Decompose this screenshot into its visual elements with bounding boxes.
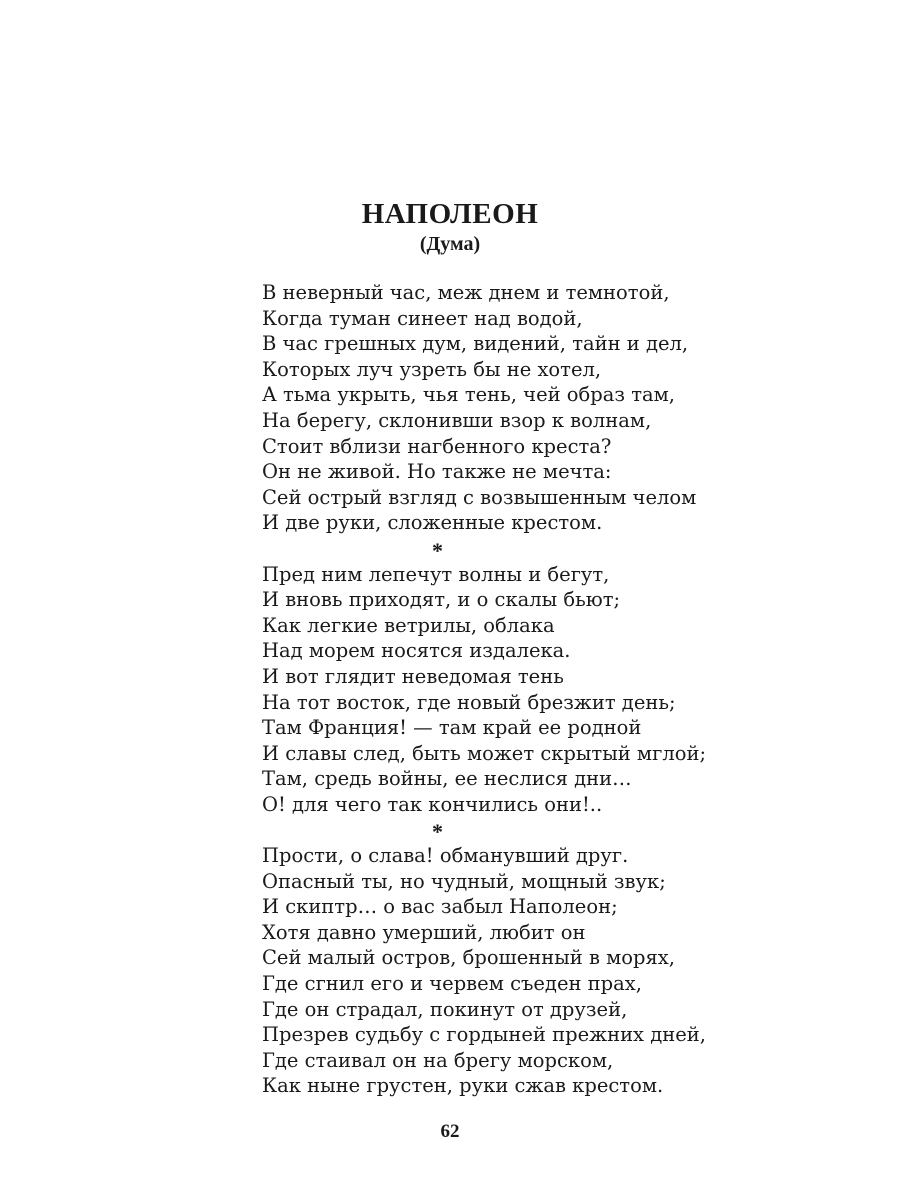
verse-line: Которых луч узреть бы не хотел, <box>262 357 602 381</box>
verse-line: Хотя давно умерший, любит он <box>262 920 586 944</box>
verse-line: Опасный ты, но чудный, мощный звук; <box>262 869 666 893</box>
poem-subtitle: (Дума) <box>419 233 481 255</box>
verse-line: Стоит вблизи нагбенного креста? <box>262 434 612 458</box>
verse-line: В час грешных дум, видений, тайн и дел, <box>262 332 689 356</box>
verse-line: Где сгнил его и червем съеден прах, <box>262 972 642 996</box>
verse-line: Прости, о слава! обманувший друг. <box>262 844 629 868</box>
verse-line: И скиптр… о вас забыл Наполеон; <box>262 895 618 919</box>
stanza-1 <box>262 280 722 536</box>
verse-line: Как ныне грустен, руки сжав крестом. <box>262 1074 664 1098</box>
verse-line: Над морем носятся издалека. <box>262 639 571 663</box>
verse-line: А тьма укрыть, чья тень, чей образ там, <box>262 383 676 407</box>
poem-title: НАПОЛЕОН <box>361 198 539 230</box>
verse-line: Сей малый остров, брошенный в морях, <box>262 946 676 970</box>
verse-line: Там Франция! — там край ее родной <box>262 716 642 740</box>
verse-line: На берегу, склонивши взор к волнам, <box>262 408 652 432</box>
verse-line: Как легкие ветрилы, облака <box>262 613 555 637</box>
verse-line: Когда туман синеет над водой, <box>262 306 583 330</box>
verse-line: Сей острый взгляд с возвышенным челом <box>262 485 697 509</box>
verse-line: И вновь приходят, и о скалы бьют; <box>262 588 621 612</box>
verse-line: И вот глядит неведомая тень <box>262 664 564 688</box>
verse-line: О! для чего так кончились они!.. <box>262 792 603 816</box>
verse-line: И славы след, быть может скрытый мглой; <box>262 741 707 765</box>
stanza-3 <box>262 843 722 1099</box>
verse-line: И две руки, сложенные крестом. <box>262 511 603 535</box>
verse-line: На тот восток, где новый брезжит день; <box>262 690 676 714</box>
verse-line: Презрев судьбу с гордыней прежних дней, <box>262 1023 706 1047</box>
verse-line: Он не живой. Но также не мечта: <box>262 460 612 484</box>
verse-line: Где стаивал он на брегу морском, <box>262 1048 614 1072</box>
stanza-2 <box>262 562 722 818</box>
verse-line: Пред ним лепечут волны и бегут, <box>262 562 610 586</box>
stanza-separator: * <box>432 819 443 845</box>
verse-line: В неверный час, меж днем и темнотой, <box>262 281 670 304</box>
verse-line: Где он страдал, покинут от друзей, <box>262 997 628 1021</box>
verse-line: Там, средь войны, ее неслися дни… <box>262 767 632 791</box>
poem-body <box>262 280 722 1099</box>
stanza-separator: * <box>432 537 443 563</box>
page-number: 62 <box>440 1121 460 1142</box>
